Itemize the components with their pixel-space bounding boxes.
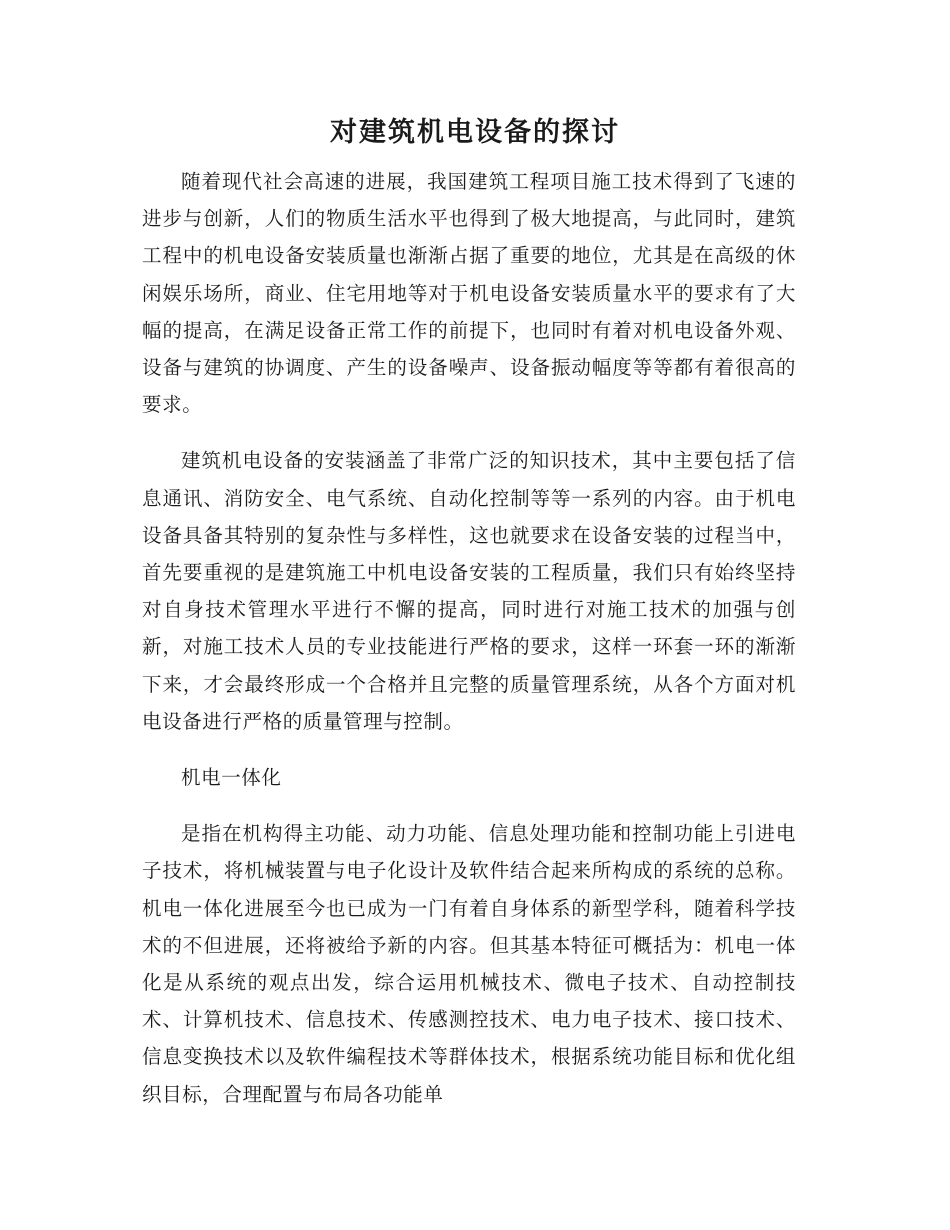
paragraph-intro: 随着现代社会高速的进展，我国建筑工程项目施工技术得到了飞速的进步与创新，人们的物质生活水平也得到了极大地提高，与此同时，建筑工程中的机电设备安装质量也渐渐占据了重要的地位，尤其是在高级的休闲娱乐场所，商业、住宅用地等对于机电设备安装质量水平的要求有了大幅的提高，在满足设备正常工作的前提下，也同时有着对机电设备外观、设备与建筑的协调度、产生的设备噪声、设备振动幅度等等都有着很高的要求。 (142, 170, 796, 417)
document-title: 对建筑机电设备的探讨 (330, 117, 620, 148)
document-body (142, 163, 796, 1132)
paragraph-mechatronics: 是指在机构得主功能、动力功能、信息处理功能和控制功能上引进电子技术，将机械装置与电子化设计及软件结合起来所构成的系统的总称。机电一体化进展至今也已成为一门有着自身体系的新型学科，随着科学技术的不但进展，还将被给予新的内容。但其基本特征可概括为：机电一体化是从系统的观点出发，综合运用机械技术、微电子技术、自动控制技术、计算机技术、信息技术、传感测控技术、电力电子技术、接口技术、信息变换技术以及软件编程技术等群体技术，根据系统功能目标和优化组织目标，合理配置与布局各功能单 (142, 822, 796, 1106)
paragraph-installation: 建筑机电设备的安装涵盖了非常广泛的知识技术，其中主要包括了信息通讯、消防安全、电气系统、自动化控制等等一系列的内容。由于机电设备具备其特别的复杂性与多样性，这也就要求在设备安装的过程当中，首先要重视的是建筑施工中机电设备安装的工程质量，我们只有始终坚持对自身技术管理水平进行不懈的提高，同时进行对施工技术的加强与创新，对施工技术人员的专业技能进行严格的要求，这样一环套一环的渐渐下来，才会最终形成一个合格并且完整的质量管理系统，从各个方面对机电设备进行严格的质量管理与控制。 (142, 449, 796, 733)
section-heading-mechatronics: 机电一体化 (181, 766, 282, 790)
